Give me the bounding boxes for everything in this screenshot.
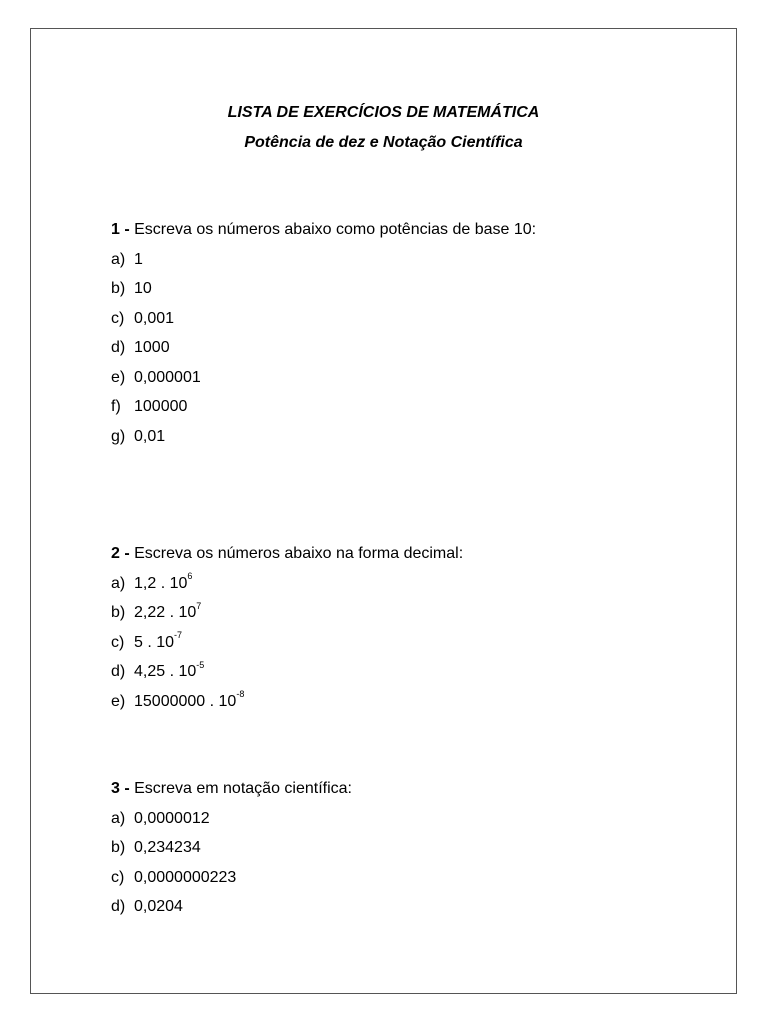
item-letter: d) xyxy=(111,663,126,680)
document-subtitle: Potência de dez e Notação Científica xyxy=(244,134,523,151)
item-value: 0,0204 xyxy=(134,898,183,915)
item-value: 1 xyxy=(134,250,143,268)
list-item xyxy=(111,892,352,922)
question-number: 1 - xyxy=(111,221,130,238)
item-letter: b) xyxy=(111,280,126,297)
item-letter: e) xyxy=(111,368,126,386)
item-letter: b) xyxy=(111,604,126,621)
list-item xyxy=(111,804,352,834)
question-prompt: Escreva em notação científica: xyxy=(129,780,352,797)
item-letter: f) xyxy=(111,398,121,415)
item-value: 0,0000000223 xyxy=(134,868,237,886)
item-exponent: 7 xyxy=(196,600,202,611)
list-item xyxy=(111,833,352,863)
question-heading xyxy=(111,539,463,569)
item-value xyxy=(134,687,244,717)
item-exponent: -7 xyxy=(174,630,183,641)
item-base: 4,25 . 10 xyxy=(134,663,197,680)
item-exponent: -5 xyxy=(196,659,205,670)
item-value: 1000 xyxy=(134,339,170,356)
item-letter: a) xyxy=(111,574,126,592)
item-letter: c) xyxy=(111,309,125,327)
item-letter: e) xyxy=(111,692,126,710)
question-prompt: Escreva os números abaixo na forma decimal: xyxy=(129,545,464,562)
list-item xyxy=(111,687,463,717)
list-item xyxy=(111,569,463,599)
question-heading xyxy=(111,774,352,804)
item-value xyxy=(134,569,192,599)
list-item xyxy=(111,392,536,422)
item-letter: b) xyxy=(111,839,126,856)
item-base: 5 . 10 xyxy=(134,633,175,651)
list-item xyxy=(111,245,536,275)
item-value xyxy=(134,657,204,687)
list-item xyxy=(111,304,536,334)
item-letter: g) xyxy=(111,427,126,445)
question-number: 3 - xyxy=(111,780,130,797)
list-item xyxy=(111,333,536,363)
item-value xyxy=(134,598,201,628)
question-1 xyxy=(111,215,536,451)
question-heading xyxy=(111,215,536,245)
item-value xyxy=(134,628,182,658)
question-number: 2 - xyxy=(111,545,130,562)
item-exponent: 6 xyxy=(187,571,193,582)
item-base: 2,22 . 10 xyxy=(134,604,197,621)
list-item xyxy=(111,598,463,628)
question-prompt: Escreva os números abaixo como potências de base 10: xyxy=(129,221,537,238)
list-item xyxy=(111,657,463,687)
question-2 xyxy=(111,539,463,716)
item-letter: c) xyxy=(111,633,125,651)
item-value: 0,001 xyxy=(134,309,175,327)
item-value: 0,0000012 xyxy=(134,809,210,827)
list-item xyxy=(111,274,536,304)
item-exponent: -8 xyxy=(236,689,245,700)
item-value: 0,234234 xyxy=(134,839,201,856)
item-value: 10 xyxy=(134,280,152,297)
item-base: 1,2 . 10 xyxy=(134,574,188,592)
item-letter: d) xyxy=(111,339,126,356)
item-letter: c) xyxy=(111,868,125,886)
document-page xyxy=(30,28,737,994)
item-value: 0,01 xyxy=(134,427,166,445)
list-item xyxy=(111,628,463,658)
list-item xyxy=(111,863,352,893)
item-letter: a) xyxy=(111,809,126,827)
document-title: LISTA DE EXERCÍCIOS DE MATEMÁTICA xyxy=(227,104,540,121)
list-item xyxy=(111,363,536,393)
item-value: 100000 xyxy=(134,398,188,415)
item-base: 15000000 . 10 xyxy=(134,692,237,710)
item-value: 0,000001 xyxy=(134,368,201,386)
item-letter: a) xyxy=(111,250,126,268)
list-item xyxy=(111,422,536,452)
item-letter: d) xyxy=(111,898,126,915)
question-3 xyxy=(111,774,352,922)
